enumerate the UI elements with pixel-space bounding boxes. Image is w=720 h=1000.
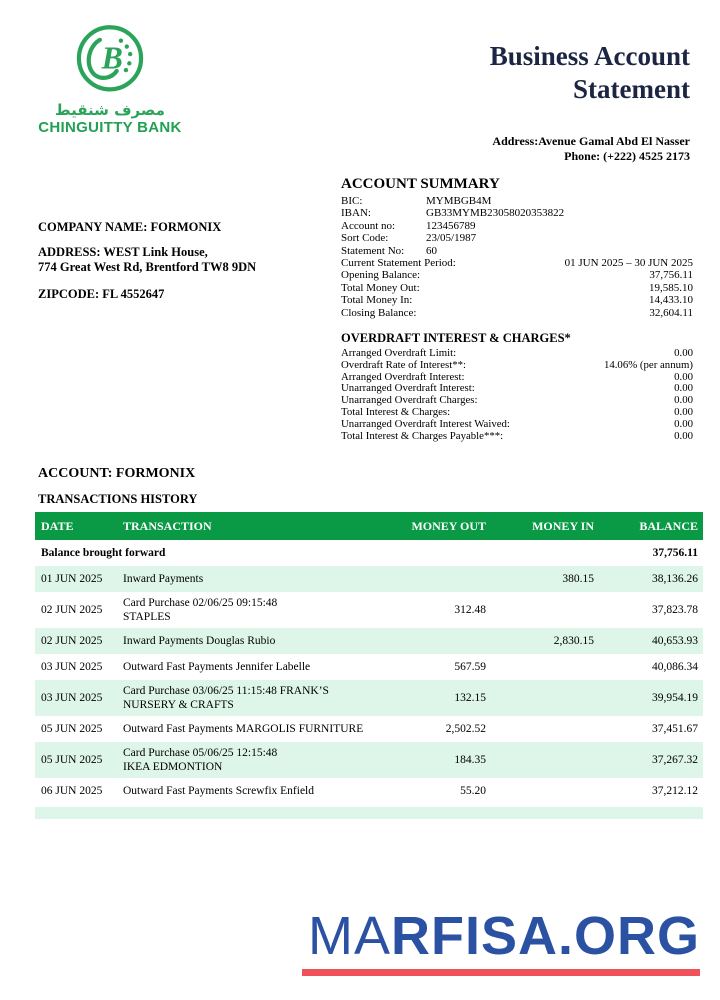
overdraft-value: 0.00 [674, 417, 693, 430]
transaction-line-1: Card Purchase 03/06/25 11:15:48 FRANK’S [123, 685, 329, 697]
cell-transaction [123, 660, 386, 674]
company-name: COMPANY NAME: FORMONIX [38, 220, 222, 234]
cell-transaction [123, 784, 386, 798]
bank-name-english: CHINGUITTY BANK [38, 119, 182, 136]
table-row [35, 628, 703, 654]
overdraft-label: Unarranged Overdraft Interest: [341, 382, 475, 395]
summary-value: 37,756.11 [649, 269, 693, 282]
overdraft-value: 0.00 [674, 370, 693, 383]
cell-transaction [123, 634, 386, 648]
account-summary-section [341, 176, 693, 319]
overdraft-label: Total Interest & Charges Payable***: [341, 429, 504, 442]
summary-row-statement-no [341, 245, 693, 257]
overdraft-value: 0.00 [674, 347, 693, 359]
overdraft-row [341, 431, 693, 443]
overdraft-label: Overdraft Rate of Interest**: [341, 358, 467, 371]
cell-balance: 38,136.26 [652, 573, 698, 585]
cell-balance: 39,954.19 [652, 692, 698, 704]
cell-balance: 37,823.78 [652, 604, 698, 616]
cell-date: 06 JUN 2025 [41, 785, 103, 797]
transactions-table [35, 512, 703, 819]
cell-balance: 40,653.93 [652, 635, 698, 647]
summary-row-iban [341, 207, 693, 219]
transaction-line-1: Card Purchase 05/06/25 12:15:48 [123, 747, 278, 759]
summary-value: MYMBGB4M [426, 195, 492, 207]
bank-contact-block [492, 134, 690, 164]
cell-money-out: 312.48 [454, 604, 486, 616]
table-row [35, 742, 703, 778]
summary-value: 123456789 [426, 219, 476, 232]
overdraft-value: 0.00 [674, 405, 693, 418]
overdraft-row [341, 407, 693, 419]
overdraft-heading: OVERDRAFT INTEREST & CHARGES* [341, 331, 571, 345]
logo-letter: B [101, 40, 123, 76]
summary-row-total-out [341, 282, 693, 294]
cell-transaction [123, 572, 386, 586]
cell-transaction [123, 722, 386, 736]
summary-row-closing-balance [341, 307, 693, 319]
company-zipcode: ZIPCODE: FL 4552647 [38, 287, 165, 301]
transaction-line-2: STAPLES [123, 611, 171, 623]
transaction-line-1: Inward Payments Douglas Rubio [123, 635, 276, 647]
cell-date: 05 JUN 2025 [41, 754, 103, 766]
summary-row-period [341, 257, 693, 269]
title-line-2: Statement [573, 74, 690, 104]
cell-transaction [123, 596, 386, 624]
summary-value: GB33MYMB23058020353822 [426, 207, 565, 220]
overdraft-label: Unarranged Overdraft Interest Waived: [341, 417, 510, 430]
summary-row-opening-balance [341, 269, 693, 281]
table-header-row [35, 512, 703, 540]
company-address-line2: 774 Great West Rd, Brentford TW8 9DN [38, 260, 257, 274]
overdraft-row [341, 360, 693, 372]
transaction-line-1: Inward Payments [123, 573, 204, 585]
summary-value: 01 JUN 2025 – 30 JUN 2025 [564, 257, 693, 270]
summary-row-account-no [341, 220, 693, 232]
cell-money-out: 132.15 [454, 692, 486, 704]
summary-value: 60 [426, 244, 437, 257]
statement-title [490, 40, 690, 106]
cell-balance: 40,086.34 [652, 661, 698, 673]
summary-label: Opening Balance: [341, 269, 421, 282]
summary-label: BIC: [341, 195, 363, 207]
summary-value: 14,433.10 [649, 294, 693, 307]
overdraft-value: 0.00 [674, 429, 693, 442]
cell-money-in: 2,830.15 [553, 635, 594, 647]
overdraft-row [341, 419, 693, 431]
cell-money-out: 567.59 [454, 661, 486, 673]
column-header-date: DATE [41, 518, 74, 533]
summary-label: Total Money In: [341, 294, 413, 307]
bank-name-arabic: مصرف شنقيط [55, 101, 165, 119]
table-row [35, 680, 703, 716]
column-header-money-in: MONEY IN [532, 518, 594, 533]
table-row [35, 654, 703, 680]
overdraft-value: 14.06% (per annum) [603, 358, 693, 371]
overdraft-label: Total Interest & Charges: [341, 405, 451, 418]
overdraft-value: 0.00 [674, 394, 693, 407]
table-row [35, 716, 703, 742]
column-header-transaction: TRANSACTION [123, 518, 212, 533]
summary-row-total-in [341, 294, 693, 306]
cell-money-out: 2,502.52 [445, 723, 486, 735]
cell-date: 02 JUN 2025 [41, 635, 103, 647]
company-info-block [38, 220, 256, 302]
title-line-1: Business Account [489, 41, 690, 71]
cell-date: 03 JUN 2025 [41, 692, 103, 704]
table-row-empty [35, 807, 703, 819]
summary-value: 23/05/1987 [426, 232, 477, 245]
summary-row-sort-code [341, 232, 693, 244]
cell-balance: 37,267.32 [652, 754, 698, 766]
summary-value: 19,585.10 [649, 281, 693, 294]
overdraft-label: Unarranged Overdraft Charges: [341, 394, 478, 407]
overdraft-label: Arranged Overdraft Interest: [341, 370, 465, 383]
cell-date: 02 JUN 2025 [41, 604, 103, 616]
summary-label: Statement No: [341, 244, 405, 257]
table-row [35, 778, 703, 804]
company-address-line1: ADDRESS: WEST Link House, [38, 245, 208, 259]
summary-label: Account no: [341, 219, 396, 232]
bank-phone: Phone: (+222) 4525 2173 [564, 149, 690, 163]
transaction-line-1: Outward Fast Payments MARGOLIS FURNITURE [123, 723, 364, 735]
column-header-balance: BALANCE [639, 518, 698, 533]
table-row [35, 566, 703, 592]
cell-label: Balance brought forward [41, 547, 166, 559]
summary-value: 32,604.11 [649, 306, 693, 319]
bank-logo-block [25, 18, 195, 136]
cell-balance: 37,212.12 [652, 785, 698, 797]
transaction-line-2: IKEA EDMONTION [123, 761, 223, 773]
bank-address: Address:Avenue Gamal Abd El Nasser [492, 134, 690, 148]
cell-money-in: 380.15 [562, 573, 594, 585]
bank-logo-icon [67, 18, 153, 102]
overdraft-section [341, 331, 693, 442]
cell-money-out: 55.20 [460, 785, 486, 797]
transactions-history-heading: TRANSACTIONS HISTORY [38, 492, 198, 506]
overdraft-value: 0.00 [674, 382, 693, 395]
column-header-money-out: MONEY OUT [411, 518, 486, 533]
summary-label: Sort Code: [341, 232, 389, 245]
cell-transaction [123, 746, 386, 774]
cell-balance: 37,451.67 [652, 723, 698, 735]
brand-underline [302, 969, 700, 976]
cell-balance: 37,756.11 [652, 547, 698, 559]
cell-money-out: 184.35 [454, 754, 486, 766]
summary-label: Closing Balance: [341, 306, 417, 319]
cell-date: 03 JUN 2025 [41, 661, 103, 673]
transaction-line-1: Card Purchase 02/06/25 09:15:48 [123, 597, 278, 609]
transaction-line-1: Outward Fast Payments Jennifer Labelle [123, 661, 311, 673]
account-heading: ACCOUNT: FORMONIX [38, 466, 196, 481]
summary-label: IBAN: [341, 207, 371, 220]
summary-label: Current Statement Period: [341, 257, 456, 270]
summary-row-bic [341, 195, 693, 207]
table-row-opening-balance [35, 540, 703, 566]
transaction-line-1: Outward Fast Payments Screwfix Enfield [123, 785, 314, 797]
marfisa-brand [308, 906, 700, 966]
transaction-line-2: NURSERY & CRAFTS [123, 699, 234, 711]
overdraft-label: Arranged Overdraft Limit: [341, 347, 457, 359]
cell-transaction [123, 684, 386, 712]
account-summary-heading: ACCOUNT SUMMARY [341, 176, 500, 192]
brand-text-bold: RFISA.ORG [390, 906, 700, 966]
cell-date: 05 JUN 2025 [41, 723, 103, 735]
cell-date: 01 JUN 2025 [41, 573, 103, 585]
table-row [35, 592, 703, 628]
brand-text-thin: MA [307, 906, 391, 966]
summary-label: Total Money Out: [341, 281, 420, 294]
